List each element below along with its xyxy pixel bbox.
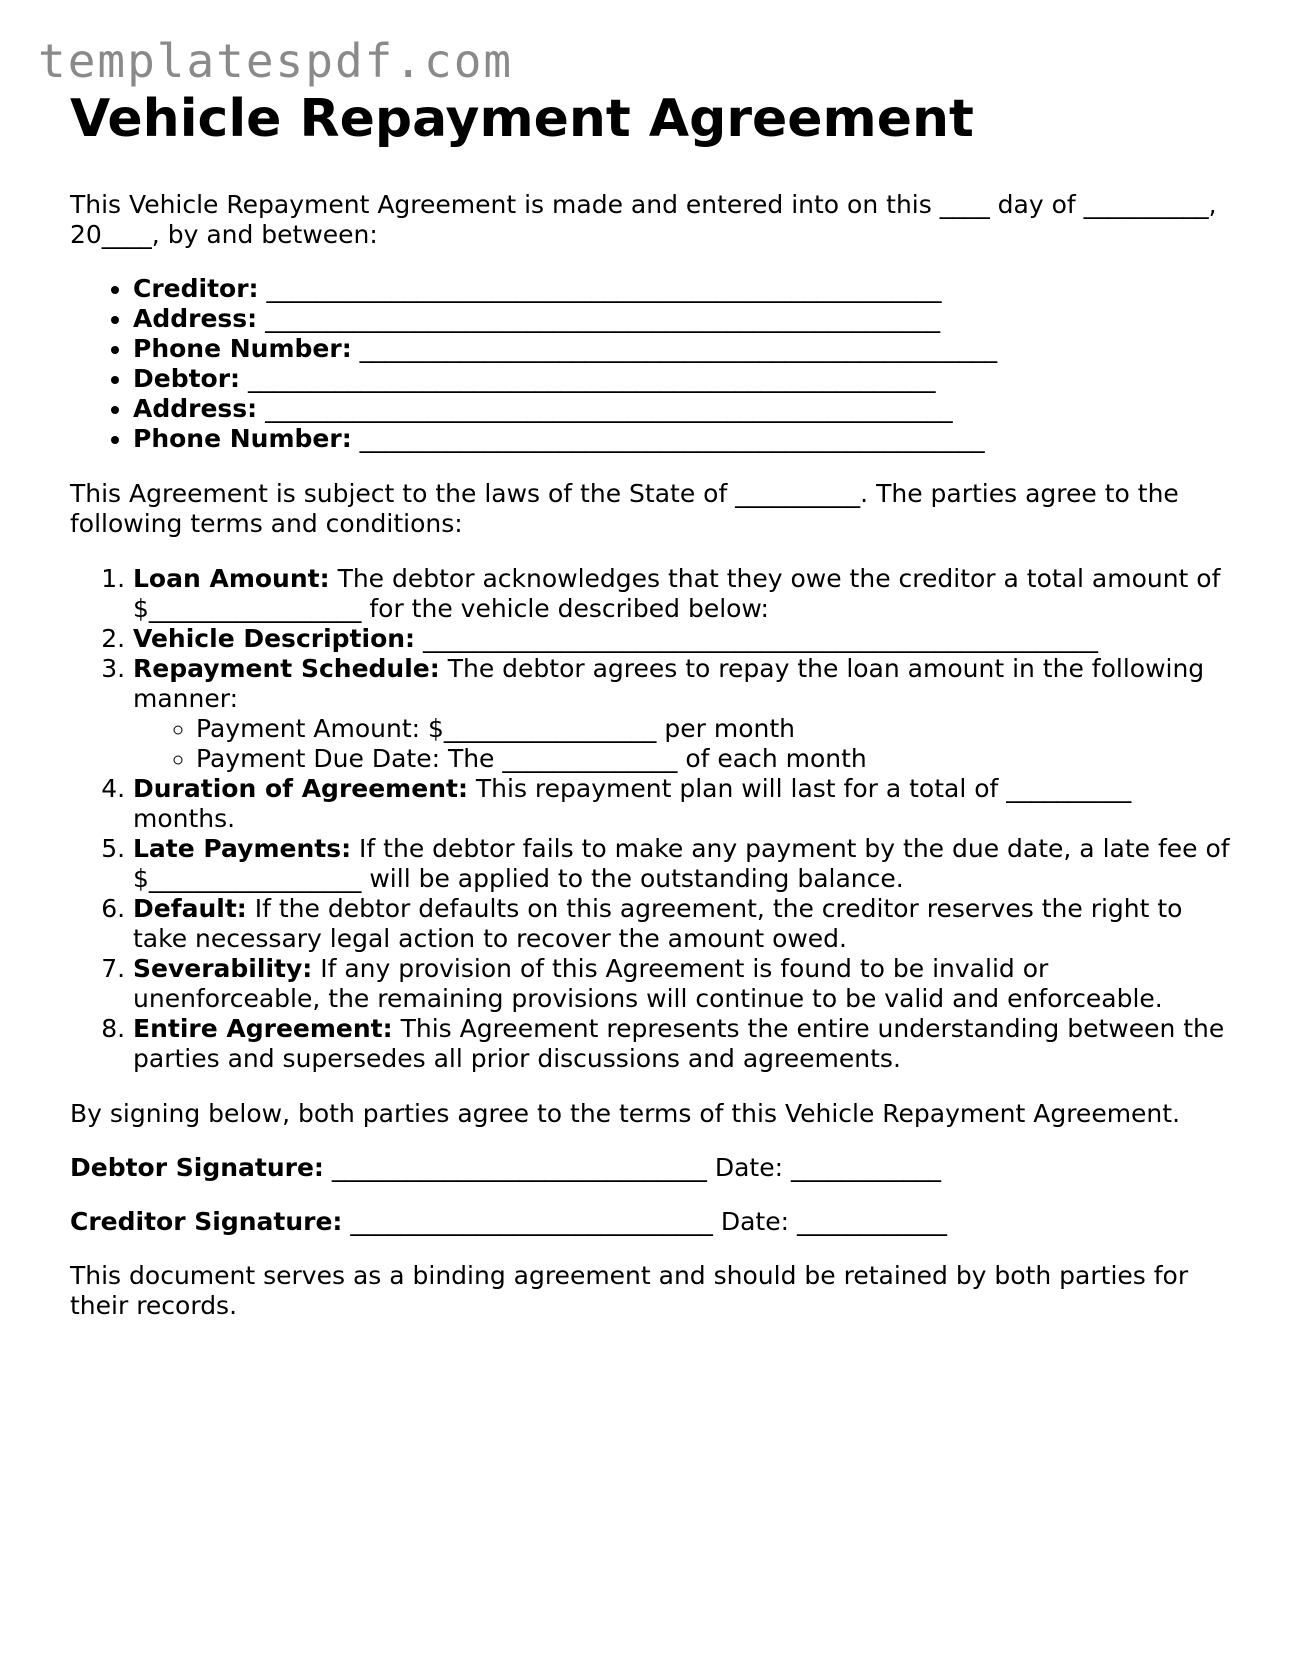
fill-line: ______________________________________________________ [265, 303, 941, 333]
field-label: Phone Number: [133, 423, 352, 453]
fill-line: ______________________________________________________ [266, 273, 942, 303]
fill-line: __________________________________________________ [359, 423, 985, 453]
party-creditor [133, 274, 1230, 304]
watermark: templatespdf.com [38, 34, 514, 88]
parties-list [70, 274, 1230, 454]
payment-due-date-item: ◦ Payment Due Date: The ______________ of each month [196, 744, 1230, 774]
term-loan-amount [133, 564, 1230, 624]
date-blank: ____________ [790, 1152, 941, 1182]
document-title: Vehicle Repayment Agreement [70, 89, 974, 149]
term-text: ______________________________________________________ [423, 623, 1098, 653]
term-text: The debtor agrees to repay the loan amount in the following manner: [133, 653, 1205, 713]
field-label: Phone Number: [133, 333, 352, 363]
term-label: Severability: [133, 953, 313, 983]
creditor-signature-line [70, 1207, 1230, 1237]
term-vehicle-description [133, 624, 1230, 654]
payment-amount-item: ◦ Payment Amount: $_________________ per month [196, 714, 1230, 744]
field-label: Address: [133, 393, 258, 423]
term-text: If any provision of this Agreement is found to be invalid or unenforceable, the remaining provisions will continue to be valid and enforceable. [133, 953, 1163, 1013]
term-text: This Agreement represents the entire understanding between the parties and supersedes all prior discussions and agreements. [133, 1013, 1225, 1073]
party-debtor-phone [133, 424, 1230, 454]
term-text: If the debtor fails to make any payment by the due date, a late fee of $_________________ will be applied to the outstanding balance. [133, 833, 1230, 893]
term-duration [133, 774, 1230, 834]
term-label: Repayment Schedule: [133, 653, 440, 683]
signature-label: Debtor Signature: [70, 1152, 324, 1182]
term-repayment-schedule [133, 654, 1230, 774]
term-default [133, 894, 1230, 954]
final-note: This document serves as a binding agreement and should be retained by both parties for their records. [70, 1260, 1189, 1320]
term-severability [133, 954, 1230, 1014]
signature-blank: ______________________________ [331, 1152, 707, 1182]
schedule-sublist [133, 714, 1230, 774]
term-text: The debtor acknowledges that they owe the creditor a total amount of $_________________ for the vehicle described below: [133, 563, 1221, 623]
term-text: This repayment plan will last for a total of __________ months. [133, 773, 1132, 833]
term-late-payments [133, 834, 1230, 894]
date-label: Date: [720, 1206, 790, 1236]
date-blank: ____________ [796, 1206, 947, 1236]
date-label: Date: [714, 1152, 784, 1182]
debtor-signature-line [70, 1153, 1230, 1183]
field-label: Address: [133, 303, 258, 333]
term-label: Entire Agreement: [133, 1013, 393, 1043]
document-page [70, 90, 1230, 1321]
term-label: Late Payments: [133, 833, 352, 863]
party-debtor [133, 364, 1230, 394]
governing-law-paragraph: This Agreement is subject to the laws of the State of __________. The parties agree to the following terms and conditions: [70, 478, 1179, 538]
fill-line: _______________________________________________________ [248, 363, 936, 393]
term-label: Duration of Agreement: [133, 773, 468, 803]
term-label: Loan Amount: [133, 563, 330, 593]
signature-blank: _____________________________ [350, 1206, 713, 1236]
term-entire-agreement [133, 1014, 1230, 1074]
signature-label: Creditor Signature: [70, 1206, 343, 1236]
fill-line: _______________________________________________________ [265, 393, 953, 423]
fill-line: ___________________________________________________ [359, 333, 998, 363]
term-label: Default: [133, 893, 247, 923]
party-debtor-address [133, 394, 1230, 424]
party-creditor-phone [133, 334, 1230, 364]
terms-list [70, 564, 1230, 1074]
term-text: If the debtor defaults on this agreement, the creditor reserves the right to take necessary legal action to recover the amount owed. [133, 893, 1183, 953]
term-label: Vehicle Description: [133, 623, 416, 653]
closing-paragraph: By signing below, both parties agree to the terms of this Vehicle Repayment Agreement. [70, 1098, 1181, 1128]
field-label: Debtor: [133, 363, 241, 393]
intro-paragraph: This Vehicle Repayment Agreement is made and entered into on this ____ day of __________, 20____, by and between: [70, 189, 1217, 249]
field-label: Creditor: [133, 273, 259, 303]
party-creditor-address [133, 304, 1230, 334]
